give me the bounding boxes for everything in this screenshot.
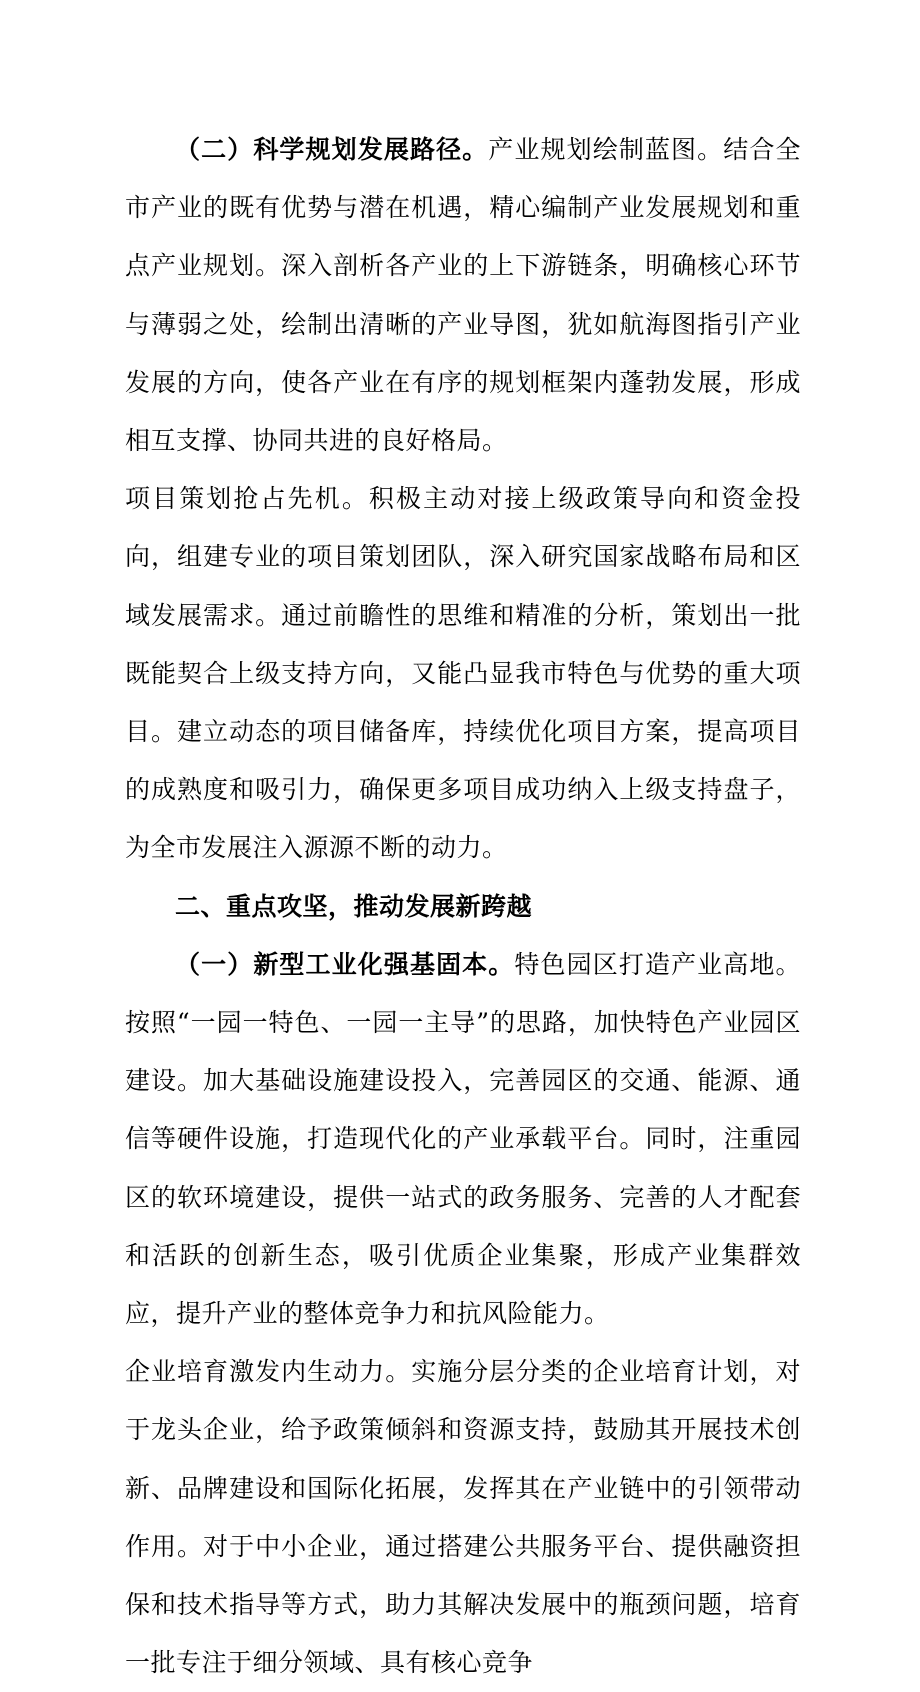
section-lead-new-industrialization: （一）新型工业化强基固本。 <box>175 949 515 979</box>
paragraph-project-planning <box>125 470 801 877</box>
paragraph-industrial-parks <box>125 936 801 1343</box>
paragraph-text: 特色园区打造产业高地。按照“一园一特色、一园一主导”的思路，加快特色产业园区建设。加大基础设施建设投入，完善园区的交通、能源、通信等硬件设施，打造现代化的产业承载平台。同时，注重园区的软环境建设，提供一站式的政务服务、完善的人才配套和活跃的创新生态，吸引优质企业集聚，形成产业集群效应，提升产业的整体竞争力和抗风险能力。 <box>125 949 801 1329</box>
paragraph-enterprise-cultivation <box>125 1343 801 1692</box>
document-body <box>125 121 801 1692</box>
paragraph-planning-blueprint <box>125 121 801 470</box>
section-heading-two: 二、重点攻坚，推动发展新跨越 <box>175 891 533 921</box>
paragraph-text: 项目策划抢占先机。积极主动对接上级政策导向和资金投向，组建专业的项目策划团队，深入研究国家战略布局和区域发展需求。通过前瞻性的思维和精准的分析，策划出一批既能契合上级支持方向，又能凸显我市特色与优势的重大项目。建立动态的项目储备库，持续优化项目方案，提高项目的成熟度和吸引力，确保更多项目成功纳入上级支持盘子，为全市发展注入源源不断的动力。 <box>125 484 801 863</box>
paragraph-text: 产业规划绘制蓝图。结合全市产业的既有优势与潜在机遇，精心编制产业发展规划和重点产业规划。深入剖析各产业的上下游链条，明确核心环节与薄弱之处，绘制出清晰的产业导图，犹如航海图指引产业发展的方向，使各产业在有序的规划框架内蓬勃发展，形成相互支撑、协同共进的良好格局。 <box>125 135 801 456</box>
section-lead-scientific-planning: （二）科学规划发展路径。 <box>175 135 489 164</box>
paragraph-text: 企业培育激发内生动力。实施分层分类的企业培育计划，对于龙头企业，给予政策倾斜和资源支持，鼓励其开展技术创新、品牌建设和国际化拓展，发挥其在产业链中的引领带动作用。对于中小企业，通过搭建公共服务平台、提供融资担保和技术指导等方式，助力其解决发展中的瓶颈问题，培育一批专注于细分领域、具有核心竞争 <box>125 1357 801 1678</box>
